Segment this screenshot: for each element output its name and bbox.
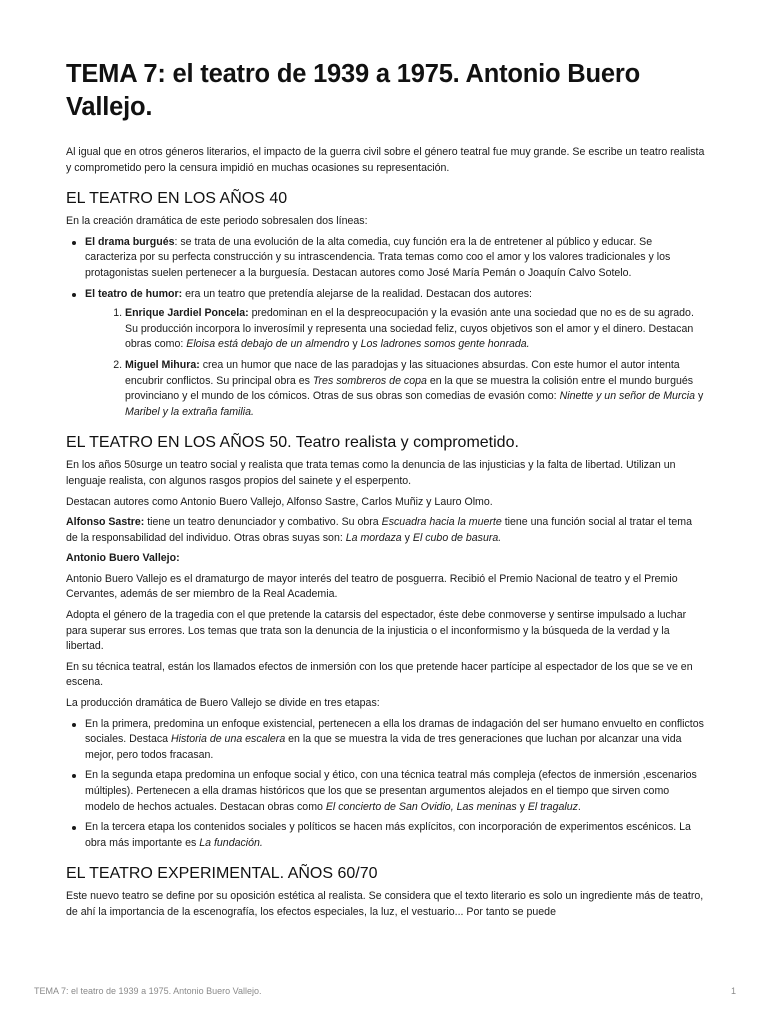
list-item-jardiel [125,306,706,353]
author-label: Alfonso Sastre: [66,516,145,529]
item-text: : se trata de una evolución de la alta comedia, cuy función era la de entretener al público y educar. Se caracteriza por su perfecta construcción y su intrascendencia. Trata temas como coo el amor y los valores tradicionales y los protagonistas suelen pertenecer a la burguesía. Destacan autores como José María Pemán o Joaquín Calvo Sotelo. [85,235,671,279]
section-60s-paragraph: Este nuevo teatro se define por su oposición estética al realista. Se considera que el texto literario es solo un ingrediente más de teatro, de ahí la importancia de la escenografía, los efectos especiales, la luz, el vestuario... Por tanto se puede [66,890,704,918]
item-text: era un teatro que pretendía alejarse de la realidad. Destacan dos autores: [182,287,532,300]
list-item-mihura [125,358,706,420]
buero-paragraph: Adopta el género de la tragedia con el que pretende la catarsis del espectador, éste debe conmoverse y sentirse impulsado a luchar para superar sus errores. Los temas que trata son la denuncia de la injusticia o el inconformismo y la búsqueda de la verdad y la libertad. [66,609,687,653]
list-item-stage-2 [85,768,706,815]
item-text: En la tercera etapa los contenidos sociales y políticos se hacen más explícitos, con incorporación de experimentos escénicos. La obra más importante es [85,821,691,849]
section-40s-lead: En la creación dramática de este periodo sobresalen dos líneas: [66,215,368,228]
work-title: Ninette y un señor de Murcia [559,390,695,403]
conjunction: y [349,338,361,351]
work-title: Maribel y la extraña familia. [125,405,254,418]
buero-paragraph: En su técnica teatral, están los llamados efectos de inmersión con los que pretende hacer partícipe al espectador de los que se ve en escena. [66,660,693,689]
page-number: 1 [730,986,736,996]
section-40s-list [66,235,706,421]
item-text: crea un humor que nace de las paradojas y las situaciones absurdas. Con este humor el autor intenta encubrir conflictos. Su principal obra es [125,358,680,387]
buero-paragraph: Antonio Buero Vallejo es el dramaturgo de mayor interés del teatro de posguerra. Recibió el Premio Nacional de teatro y el Premio Cervantes, además de ser miembro de la Real Academia. [66,572,678,601]
work-title: La mordaza [345,531,402,544]
item-text: predominan en el la despreocupación y la evasión ante una sociedad que no es de su agrado. Su producción incorpora lo inverosímil y representa una sociedad feliz, cuyos objetivos son el amor y el dinero. Destacan obras como: [125,307,694,351]
work-title: Los ladrones somos gente honrada. [360,338,530,351]
buero-subheading [66,551,706,567]
conjunction: y [516,800,528,813]
item-text: En la primera, predomina un enfoque existencial, pertenecen a ella los dramas de indagación del ser humano envuelto en conflictos sociales. Destaca [85,717,704,746]
buero-paragraph: La producción dramática de Buero Vallejo se divide en tres etapas: [66,697,380,710]
work-title: Historia de una escalera [170,733,286,746]
section-heading-60s-70s: EL TEATRO EXPERIMENTAL. AÑOS 60/70 [66,865,378,883]
buero-label: Antonio Buero Vallejo: [66,552,180,565]
work-title: Tres sombreros de copa [312,374,427,387]
list-item-stage-3 [85,820,706,851]
punctuation: . [577,800,581,813]
item-text: en la que se muestra la colisión entre el mundo burgués provinciano y el mundo de los cómicos. Otras de sus obras son comedias de evasión como: [125,374,694,403]
work-title: El concierto de San Ovidio, Las meninas [325,800,517,813]
buero-stages-list [66,717,706,852]
work-title: La fundación. [199,836,263,849]
author-label: Miguel Mihura: [125,358,200,371]
work-title: Eloisa está debajo de un almendro [186,338,350,351]
item-text: en la que se muestra la vida de tres generaciones que luchan por alcanzar una vida mejor, pero todos fracasan. [85,733,682,761]
section-heading-40s: EL TEATRO EN LOS AÑOS 40 [66,190,288,208]
page-footer [34,986,736,996]
author-label: Enrique Jardiel Poncela: [125,307,249,320]
work-title: El cubo de basura. [412,531,502,544]
section-heading-50s: EL TEATRO EN LOS AÑOS 50. Teatro realista y comprometido. [66,434,519,452]
list-item-teatro-humor [85,287,706,421]
section-50s-paragraph: En los años 50surge un teatro social y realista que trata temas como la denuncia de las injusticias y la falta de libertad. Utilizan un lenguaje realista, con algunos rasgos propios del sainete y el esperpento. [66,459,676,487]
term-label: El teatro de humor: [85,287,183,300]
conjunction: y [401,531,413,544]
item-text: tiene una función social al tratar el tema de la responsabilidad del individuo. Otras obras suyas son: [66,516,692,544]
list-item-drama-burgues [85,235,706,282]
conjunction: y [695,390,704,403]
humor-authors-list [85,306,706,420]
term-label: El drama burgués [85,235,175,248]
item-text: En la segunda etapa predomina un enfoque social y ético, con una técnica teatral más compleja (efectos de inmersión ,escenarios múltiples). Pertenecen a ella dramas históricos que los que se presentan argumentos alejados en el tiempo que sirven como modelo de hechos actuales. Destacan obras como [85,769,697,813]
intro-paragraph: Al igual que en otros géneros literarios, el impacto de la guerra civil sobre el género teatral fue muy grande. Se escribe un teatro realista y comprometido pero la censura impidió en muchas ocasiones su representación. [66,146,705,174]
document-page [66,58,706,926]
work-title: Escuadra hacia la muerte [381,516,502,529]
footer-title: TEMA 7: el teatro de 1939 a 1975. Antonio Buero Vallejo. [34,986,262,996]
section-50s-authors: Destacan autores como Antonio Buero Vallejo, Alfonso Sastre, Carlos Muñiz y Lauro Olmo. [66,495,493,508]
item-text: tiene un teatro denunciador y combativo. Su obra [144,516,382,529]
list-item-stage-1 [85,717,706,764]
work-title: El tragaluz [527,800,578,813]
sastre-paragraph [66,515,706,546]
document-title: TEMA 7: el teatro de 1939 a 1975. Antonio Buero Vallejo. [66,60,640,121]
